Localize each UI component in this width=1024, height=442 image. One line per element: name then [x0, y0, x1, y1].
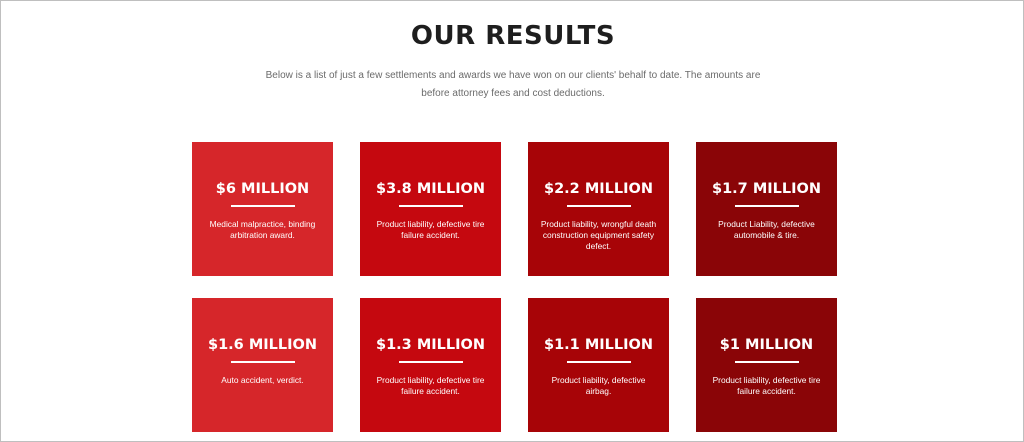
result-card	[192, 142, 333, 276]
amount-underline	[735, 205, 799, 207]
amount-underline	[399, 205, 463, 207]
result-card	[192, 298, 333, 432]
result-card	[696, 298, 837, 432]
result-amount: $1.6 MILLION	[208, 337, 317, 353]
amount-underline	[231, 205, 295, 207]
result-description: Product Liability, defective automobile & tire.	[718, 219, 815, 240]
amount-underline	[231, 361, 295, 363]
result-card	[696, 142, 837, 276]
amount-underline	[567, 205, 631, 207]
result-amount: $3.8 MILLION	[376, 181, 485, 197]
result-card	[360, 298, 501, 432]
result-description: Auto accident, verdict.	[221, 375, 304, 385]
result-amount: $1.7 MILLION	[712, 181, 821, 197]
result-card	[528, 142, 669, 276]
result-card	[360, 142, 501, 276]
page-title: OUR RESULTS	[410, 21, 616, 51]
result-amount: $6 MILLION	[215, 181, 310, 197]
page-subtitle: Below is a list of just a few settlements and awards we have won on our clients' behalf to date. The amounts are before attorney fees and cost deductions.	[265, 70, 761, 99]
amount-underline	[399, 361, 463, 363]
amount-underline	[567, 361, 631, 363]
result-amount: $1.1 MILLION	[544, 337, 653, 353]
result-card	[528, 298, 669, 432]
result-description: Product liability, defective airbag.	[551, 375, 646, 396]
result-description: Product liability, wrongful death construction equipment safety defect.	[540, 219, 657, 251]
result-amount: $1 MILLION	[719, 337, 814, 353]
amount-underline	[735, 361, 799, 363]
result-description: Product liability, defective tire failure accident.	[712, 375, 821, 396]
result-amount: $1.3 MILLION	[376, 337, 485, 353]
result-description: Medical malpractice, binding arbitration award.	[209, 219, 316, 240]
result-amount: $2.2 MILLION	[544, 181, 653, 197]
result-description: Product liability, defective tire failure accident.	[376, 219, 485, 240]
result-description: Product liability, defective tire failure accident.	[376, 375, 485, 396]
results-grid	[192, 142, 838, 432]
